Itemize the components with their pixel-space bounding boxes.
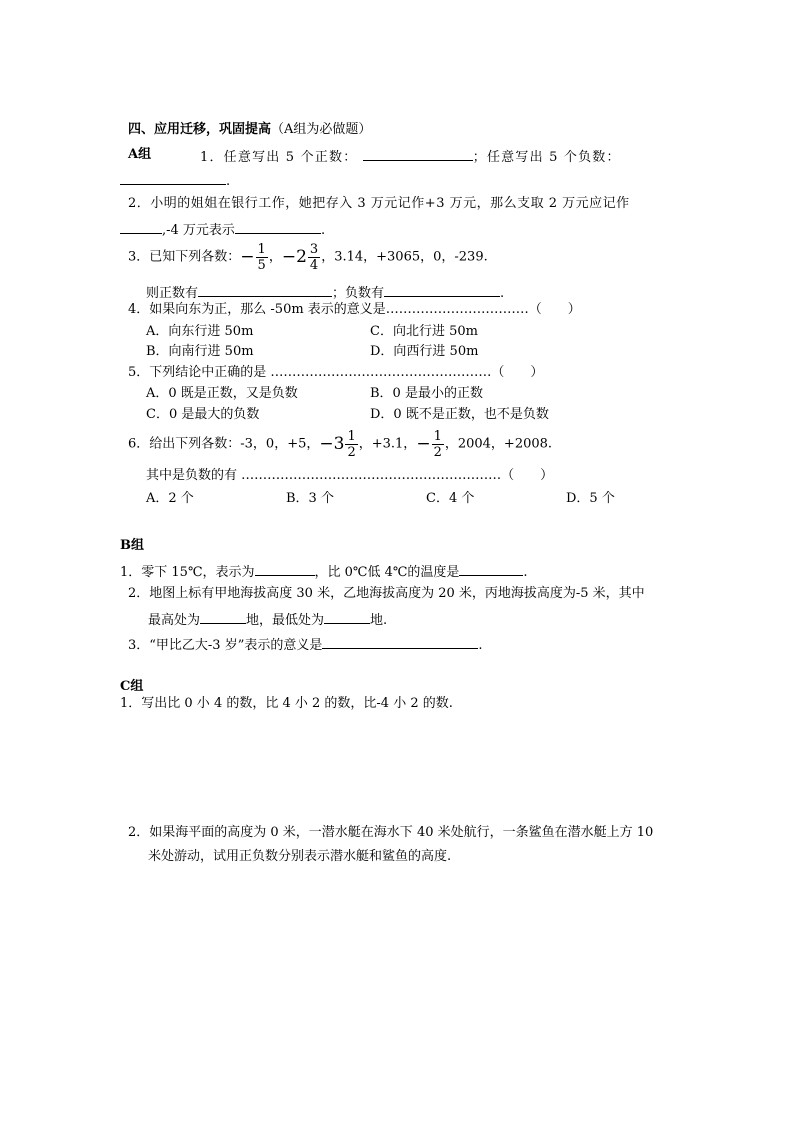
group-c-label: C组 [120,679,144,694]
numerator: 1 [257,241,266,257]
question-text-b: ，比 0℃低 4℃的温度是 [314,565,460,580]
negative-label: ；负数有 [332,286,385,301]
minus-sign: − [240,247,255,267]
answer-blank[interactable] [324,609,370,624]
answer-blank[interactable] [322,634,478,649]
option-c: C．4 个 [426,491,475,506]
whole-number: 3 [333,434,345,454]
numerator: 1 [433,428,442,444]
denominator: 2 [347,444,356,460]
group-a-label: A组 [128,147,152,162]
option-c: C．0 是最大的负数 [146,407,260,422]
question-text: 3．“甲比乙大-3 岁”表示的意义是 [128,638,323,653]
option-b: B．3 个 [286,491,334,506]
separator: ， [268,249,282,265]
whole-number: 2 [296,247,307,267]
group-a-question-6 [128,427,552,462]
group-a-question-6-line2: 其中是负数的有 ……………………………………………………（ ） [146,468,554,483]
question-text-b: ；任意写出 5 个负数： [472,150,621,165]
section-heading-title: 四、应用迁移，巩固提高 [128,122,272,137]
option-d: D．向西行进 50m [370,344,479,359]
answer-blank[interactable] [363,146,473,161]
group-c-question-2-cont: 米处游动，试用正负数分别表示潜水艇和鲨鱼的高度. [148,849,452,864]
fraction [345,429,357,460]
option-a: A．0 既是正数，又是负数 [146,386,298,401]
option-a: A．2 个 [146,491,194,506]
question-text-c: 地. [370,613,388,628]
denominator: 5 [257,257,266,273]
fraction [432,429,444,460]
group-a-question-1 [200,146,621,167]
question-text: 1．零下 15℃，表示为 [120,565,255,580]
question-text-mid: ，+3.1， [358,436,417,452]
denominator: 4 [309,257,319,273]
group-b-question-1 [120,561,528,582]
answer-blank[interactable] [459,561,523,576]
question-text-b: 地，最低处为 [246,613,325,628]
answer-blank[interactable] [255,561,315,576]
group-a-question-4: 4．如果向东为正，那么 -50m 表示的意义是……………………………（ ） [128,302,581,317]
question-text-rest: ，2004，+2008. [444,436,553,452]
option-b: B．0 是最小的正数 [370,386,483,401]
section-heading [128,121,371,139]
question-text-b: ,-4 万元表示 [162,223,235,238]
section-heading-note: （A组为必做题） [271,122,372,137]
positive-label: 则正数有 [146,286,199,301]
answer-blank[interactable] [200,609,246,624]
question-text-rest: ，3.14，+3065，0，-239. [321,249,488,265]
group-a-question-3 [128,240,488,275]
group-a-question-5: 5．下列结论中正确的是 ……………………………………………（ ） [128,365,544,380]
group-a-question-3-answers [146,282,504,303]
minus-sign: − [416,434,431,454]
group-c-question-1: 1．写出比 0 小 4 的数，比 4 小 2 的数，比-4 小 2 的数. [120,696,453,711]
option-b: B．向南行进 50m [146,344,254,359]
answer-blank[interactable] [120,219,162,234]
group-b-label: B组 [120,538,144,553]
question-text: 3．已知下列各数： [128,249,241,265]
minus-sign: − [281,247,297,267]
group-c-question-2: 2．如果海平面的高度为 0 米，一潜水艇在海水下 40 米处航行，一条鲨鱼在潜水艇上方 10 [128,825,654,840]
option-c: C．向北行进 50m [370,324,478,339]
answer-blank[interactable] [235,219,321,234]
group-b-question-2-cont [148,609,387,630]
question-text: 最高处为 [148,613,201,628]
numerator: 3 [309,241,319,257]
question-end: . [320,223,326,238]
question-text-a: 任意写出 5 个正数： [223,150,358,165]
answer-blank[interactable] [384,282,500,297]
group-a-question-2: 2．小明的姐姐在银行工作，她把存入 3 万元记作+3 万元，那么支取 2 万元应记作 [128,196,630,211]
fraction [256,242,268,273]
option-a: A．向东行进 50m [146,324,254,339]
answer-blank[interactable] [198,282,332,297]
numerator: 1 [347,428,356,444]
question-end: . [523,565,528,580]
minus-sign: − [319,434,334,454]
group-b-question-2: 2．地图上标有甲地海拔高度 30 米，乙地海拔高度为 20 米，丙地海拔高度为-5 米，其中 [128,586,645,601]
group-a-question-1-cont [120,170,230,191]
question-end: . [478,638,483,653]
question-text: 6．给出下列各数：-3，0，+5， [128,436,320,452]
question-end: . [500,286,505,301]
option-d: D．0 既不是正数，也不是负数 [370,407,549,422]
question-end: . [226,174,231,189]
option-d: D．5 个 [566,491,615,506]
group-b-question-3 [128,634,483,655]
fraction [308,242,320,273]
denominator: 2 [433,444,442,460]
answer-blank[interactable] [120,170,226,185]
question-number: 1． [200,150,224,165]
group-a-question-2-cont [120,219,325,240]
